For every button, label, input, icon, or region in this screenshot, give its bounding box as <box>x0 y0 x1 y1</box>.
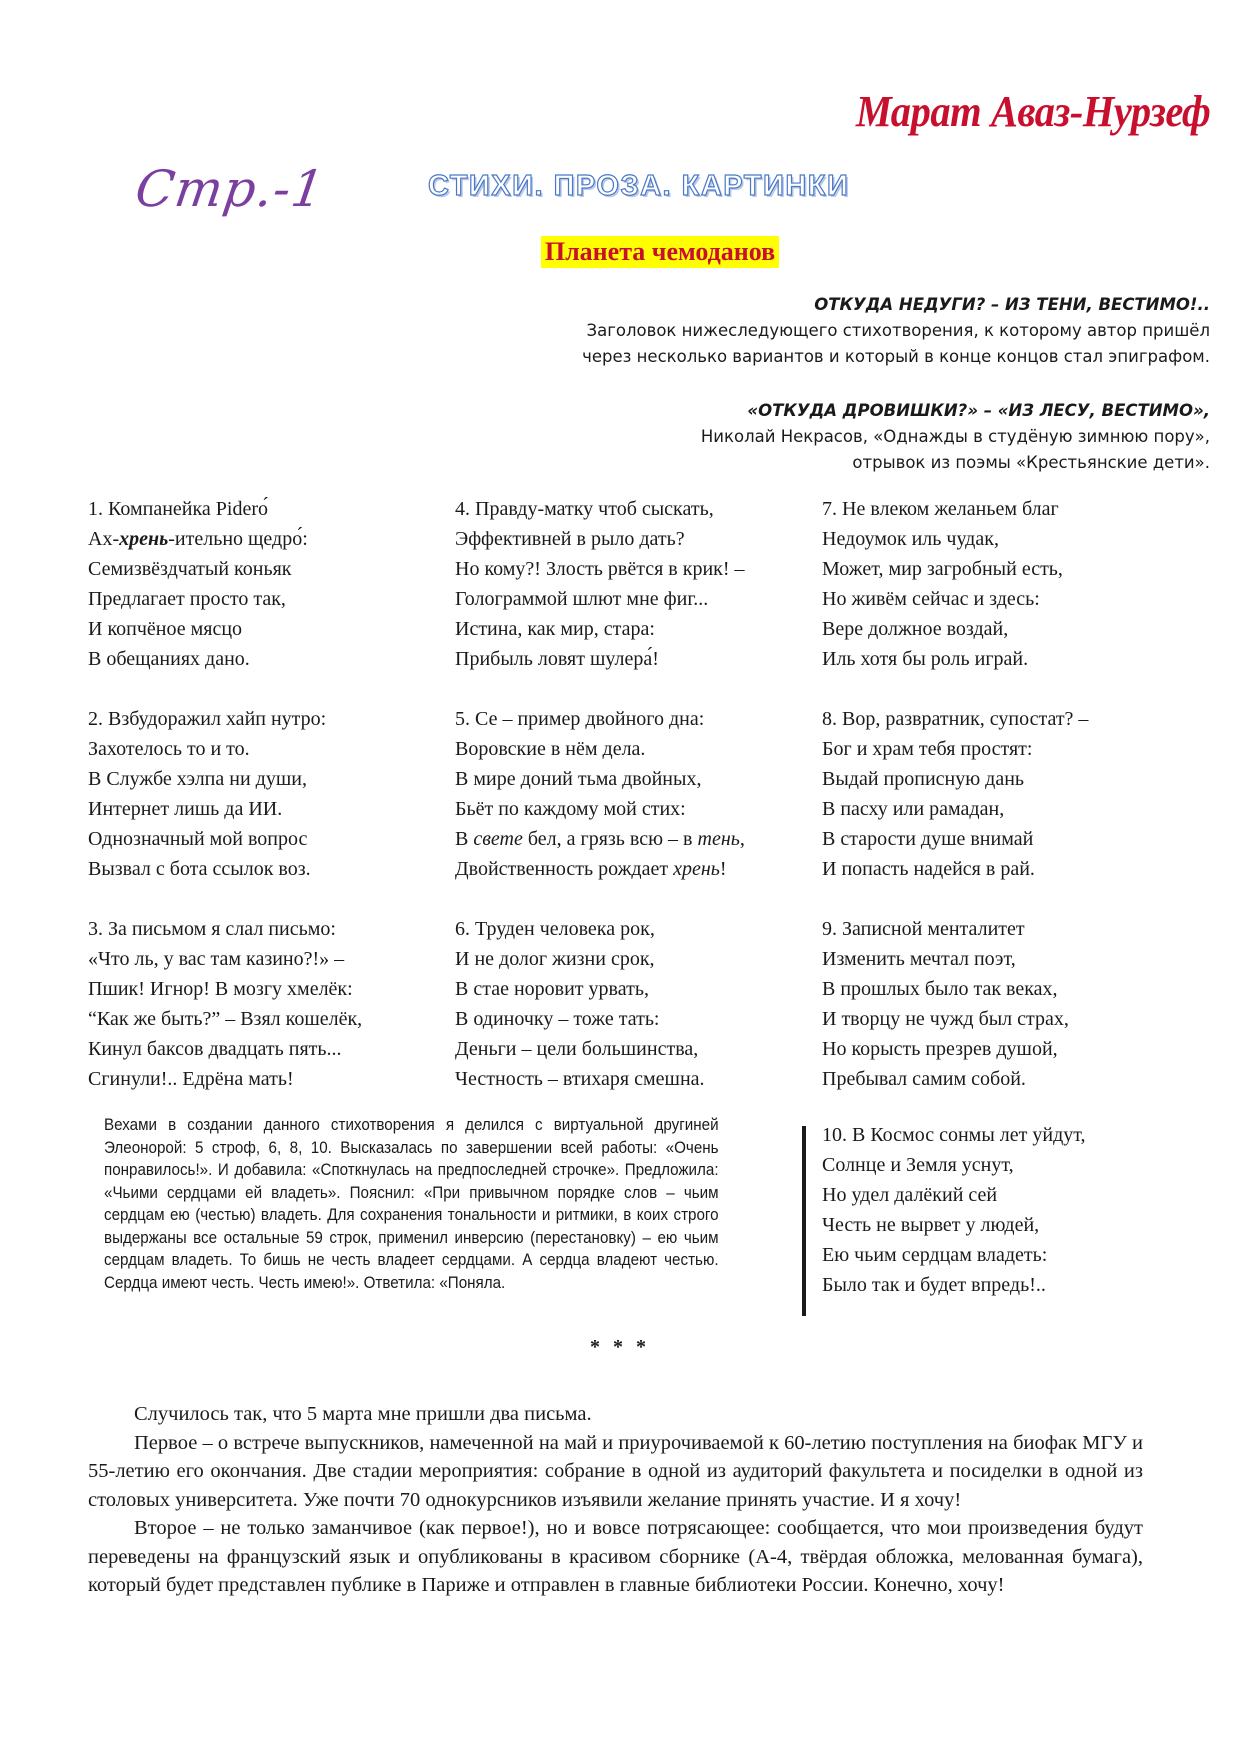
stanza-line: Изменить мечтал поэт, <box>822 948 1016 970</box>
section-title: СТИХИ. ПРОЗА. КАРТИНКИ <box>428 170 850 202</box>
stanza-line: Сгинули!.. Едрёна мать! <box>88 1068 294 1090</box>
stanza-line: Бьёт по каждому мой стих: <box>455 798 686 820</box>
stanza <box>88 494 455 674</box>
stanza-line: Кинул баксов двадцать пять... <box>88 1038 342 1060</box>
stanza <box>88 704 455 884</box>
stanza-line: 3. За письмом я слал письмо: <box>88 918 336 940</box>
epigraph-line: Заголовок нижеследующего стихотворения, к которому автор пришёл <box>586 321 1210 340</box>
stanza <box>822 704 1198 884</box>
epigraph-quote: «ОТКУДА ДРОВИШКИ?» – «ИЗ ЛЕСУ, ВЕСТИМО», <box>747 401 1210 420</box>
stanza-line: И не долог жизни срок, <box>455 948 655 970</box>
stanza-line: В прошлых было так веках, <box>822 978 1058 1000</box>
stanza-line: Недоумок иль чудак, <box>822 528 999 550</box>
stanza-line: В Службе хэлпа ни души, <box>88 768 307 790</box>
stanza <box>822 914 1198 1094</box>
stanza-line: Деньги – цели большинства, <box>455 1038 699 1060</box>
stanza-line: Было так и будет впредь!.. <box>822 1274 1046 1296</box>
stanza-line: В стае норовит урвать, <box>455 978 649 1000</box>
stanza-line: В свете бел, а грязь всю – в тень, <box>455 828 745 850</box>
stanza-row <box>88 914 1198 1094</box>
epigraph <box>582 292 1210 476</box>
epigraph-source: отрывок из поэмы «Крестьянские дети». <box>852 453 1210 472</box>
stanza-line: В старости душе внимай <box>822 828 1034 850</box>
stanza-line: 2. Взбудоражил хайп нутро: <box>88 708 327 730</box>
stanza-line: Иль хотя бы роль играй. <box>822 648 1029 670</box>
prose-paragraph: Второе – не только заманчивое (как первое!), но и вовсе потрясающее: сообщается, что мои произведения будут переведены на французский язык и опубликованы в красивом сборнике (А-4, твёрдая обложка, мелованная бумага), который будет представлен публике в Париже и отправлен в главные библиотеки России. Конечно, хочу! <box>88 1517 1143 1596</box>
author-note <box>104 1114 719 1294</box>
stanza-line: Голограммой шлют мне фиг... <box>455 588 709 610</box>
stanza <box>822 494 1198 674</box>
stanza-line: Вере должное воздай, <box>822 618 1009 640</box>
epigraph-gap <box>582 370 1210 398</box>
stanza-line: 9. Записной менталитет <box>822 918 1025 940</box>
stanza-line: Но живём сейчас и здесь: <box>822 588 1040 610</box>
stanza-line: Однозначный мой вопрос <box>88 828 308 850</box>
stanza-line: Но кому?! Злость рвётся в крик! – <box>455 558 745 580</box>
stanza-line: Может, мир загробный есть, <box>822 558 1063 580</box>
stanza-line: Пребывал самим собой. <box>822 1068 1026 1090</box>
stanza-line: 6. Труден человека рок, <box>455 918 655 940</box>
stanza-line: И творцу не чужд был страх, <box>822 1008 1069 1030</box>
stanza-line: 4. Правду-матку чтоб сыскать, <box>455 498 714 520</box>
stanza-line: Прибыль ловят шулера́! <box>455 648 659 670</box>
stanza <box>455 914 822 1094</box>
stanza-line: Но корысть презрев душой, <box>822 1038 1058 1060</box>
stanza-line: «Что ль, у вас там казино?!» – <box>88 948 345 970</box>
stanza-line: Семизвёздчатый коньяк <box>88 558 292 580</box>
page-label: Стр.-1 <box>131 160 329 218</box>
epigraph-title: ОТКУДА НЕДУГИ? – ИЗ ТЕНИ, ВЕСТИМО!.. <box>814 295 1210 314</box>
stanza <box>88 914 455 1094</box>
stanza-line: Предлагает просто так, <box>88 588 286 610</box>
stanza-line: Вызвал с бота ссылок воз. <box>88 858 311 880</box>
stanza-line: Но удел далёкий сей <box>822 1184 998 1206</box>
stanza-line: Пшик! Игнор! В мозгу хмелёк: <box>88 978 353 1000</box>
stanza-line: 8. Вор, развратник, супостат? – <box>822 708 1089 730</box>
epigraph-line: через несколько вариантов и который в конце концов стал эпиграфом. <box>582 347 1210 366</box>
stanza-line: Бог и храм тебя простят: <box>822 738 1033 760</box>
poem-title-wrap <box>0 236 1240 268</box>
stanza-line: 5. Се – пример двойного дна: <box>455 708 705 730</box>
stanza-line: 10. В Космос сонмы лет уйдут, <box>822 1124 1086 1146</box>
poem-title: Планета чемоданов <box>541 236 779 268</box>
separator-stars: * * * <box>590 1336 650 1358</box>
stanza-line: 7. Не влеком желаньем благ <box>822 498 1059 520</box>
stanza-line: И попасть надейся в рай. <box>822 858 1035 880</box>
stanza-line: Двойственность рождает хрень! <box>455 858 727 880</box>
stanza-line: Истина, как мир, стара: <box>455 618 655 640</box>
stanza-10 <box>822 1120 1085 1300</box>
stanza-line: “Как же быть?” – Взял кошелёк, <box>88 1008 363 1030</box>
stanza-line: В обещаниях дано. <box>88 648 250 670</box>
section-separator <box>0 1336 1240 1359</box>
author-note-text: Вехами в создании данного стихотворения я делился с виртуальной другиней Элеонорой: 5 строф, 6, 8, 10. Высказалась по завершении всей работы: «Очень понравилось!». И добавила: «Споткнулась на предпоследней строчке». Предложила: «Чьими сердцами ей владеть». Пояснил: «При привычном порядке слов – чьим сердцам ею (честью) владеть. Для сохранения тональности и ритмики, в коих строго выдержаны все остальные 59 строк, применил инверсию (перестановку) – ею чьим сердцам владеть. То бишь не честь владеет сердцами. А сердца владеют честью. Сердца имеют честь. Честь имею!». Ответила: «Поняла. <box>104 1116 719 1292</box>
stanza-line: В пасху или рамадан, <box>822 798 1005 820</box>
stanza-row <box>88 494 1198 674</box>
stanza <box>455 494 822 674</box>
vertical-divider <box>802 1126 806 1316</box>
stanza-line: Ею чьим сердцам владеть: <box>822 1244 1048 1266</box>
stanza-line: Эффективней в рыло дать? <box>455 528 685 550</box>
stanza-line: Солнце и Земля уснут, <box>822 1154 1014 1176</box>
stanza-line: Ах-хрень-ительно щедро́: <box>88 528 308 550</box>
stanza-line: Честь не вырвет у людей, <box>822 1214 1040 1236</box>
stanza-line: В мире доний тьма двойных, <box>455 768 702 790</box>
stanza-line: И копчёное мясцо <box>88 618 243 640</box>
stanza-line: Честность – втихаря смешна. <box>455 1068 705 1090</box>
prose-paragraph: Случилось так, что 5 марта мне пришли два письма. <box>134 1403 592 1425</box>
prose-paragraph: Первое – о встрече выпускников, намеченной на май и приурочиваемой к 60-летию поступления на биофак МГУ и 55-летию его окончания. Две стадии мероприятия: собрание в одной из аудиторий факультета и посиделки в одной из столовых университета. Уже почти 70 однокурсников изъявили желание принять участие. И я хочу! <box>88 1431 1143 1511</box>
stanza-line: Интернет лишь да ИИ. <box>88 798 283 820</box>
stanza-line: В одиночку – тоже тать: <box>455 1008 660 1030</box>
prose-block <box>88 1400 1143 1600</box>
stanza-grid <box>88 494 1198 1124</box>
stanza-row <box>88 704 1198 884</box>
stanza <box>455 704 822 884</box>
epigraph-source: Николай Некрасов, «Однажды в студёную зимнюю пору», <box>700 427 1210 446</box>
stanza-line: Воровские в нём дела. <box>455 738 646 760</box>
stanza-line: 1. Компанейка Piderо́ <box>88 498 268 520</box>
stanza-line: Захотелось то и то. <box>88 738 250 760</box>
stanza-line: Выдай прописную дань <box>822 768 1025 790</box>
author-name: Марат Аваз-Нурзеф <box>855 87 1210 136</box>
